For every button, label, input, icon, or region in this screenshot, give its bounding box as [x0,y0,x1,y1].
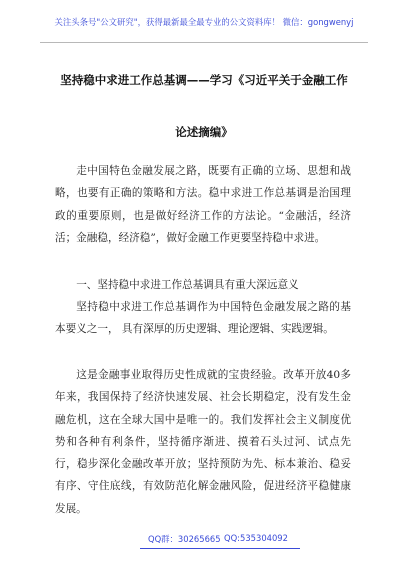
footer-qq-group[interactable]: QQ群：30265665 [148,534,221,544]
header-promo-text: 关注头条号"公文研究"，获得最新最全最专业的公文资料库！ 微信：gongwenyj [54,17,354,27]
header-divider [40,42,368,43]
footer-underline [140,548,300,549]
header-banner [0,0,408,52]
body-paragraph-3: 这是金融事业取得历史性成就的宝贵经验。改革开放40多年来，我国保持了经济快速发展、社会长期稳定，没有发生金融危机，这在全球大国中是唯一的。我们发挥社会主义制度优势和各种有利条件，坚持循序渐进、摸着石头过河、试点先行，稳步深化金融改革开放；坚持预防为先、标本兼治、稳妥有序、守住底线，有效防范化解金融风险，促进经济平稳健康发展。 [55,369,351,515]
body-paragraph-2: 坚持稳中求进工作总基调作为中国特色金融发展之路的基本要义之一， 具有深厚的历史逻辑、理论逻辑、实践逻辑。 [55,301,351,336]
footer-qq-number[interactable]: QQ:535304092 [224,533,288,543]
body-paragraph-intro: 走中国特色金融发展之路，既要有正确的立场、思想和战略，也要有正确的策略和方法。稳中求进工作总基调是治国理政的重要原则，也是做好经济工作的方法论。“金融活，经济活；金融稳，经济稳”，做好金融工作更要坚持稳中求进。 [55,165,351,244]
document-title-line-2: 论述摘编》 [175,125,233,139]
section-heading-1: 一、坚持稳中求进工作总基调具有重大深远意义 [76,279,299,291]
document-title-line-1: 坚持稳中求进工作总基调——学习《习近平关于金融工作 [60,73,348,87]
